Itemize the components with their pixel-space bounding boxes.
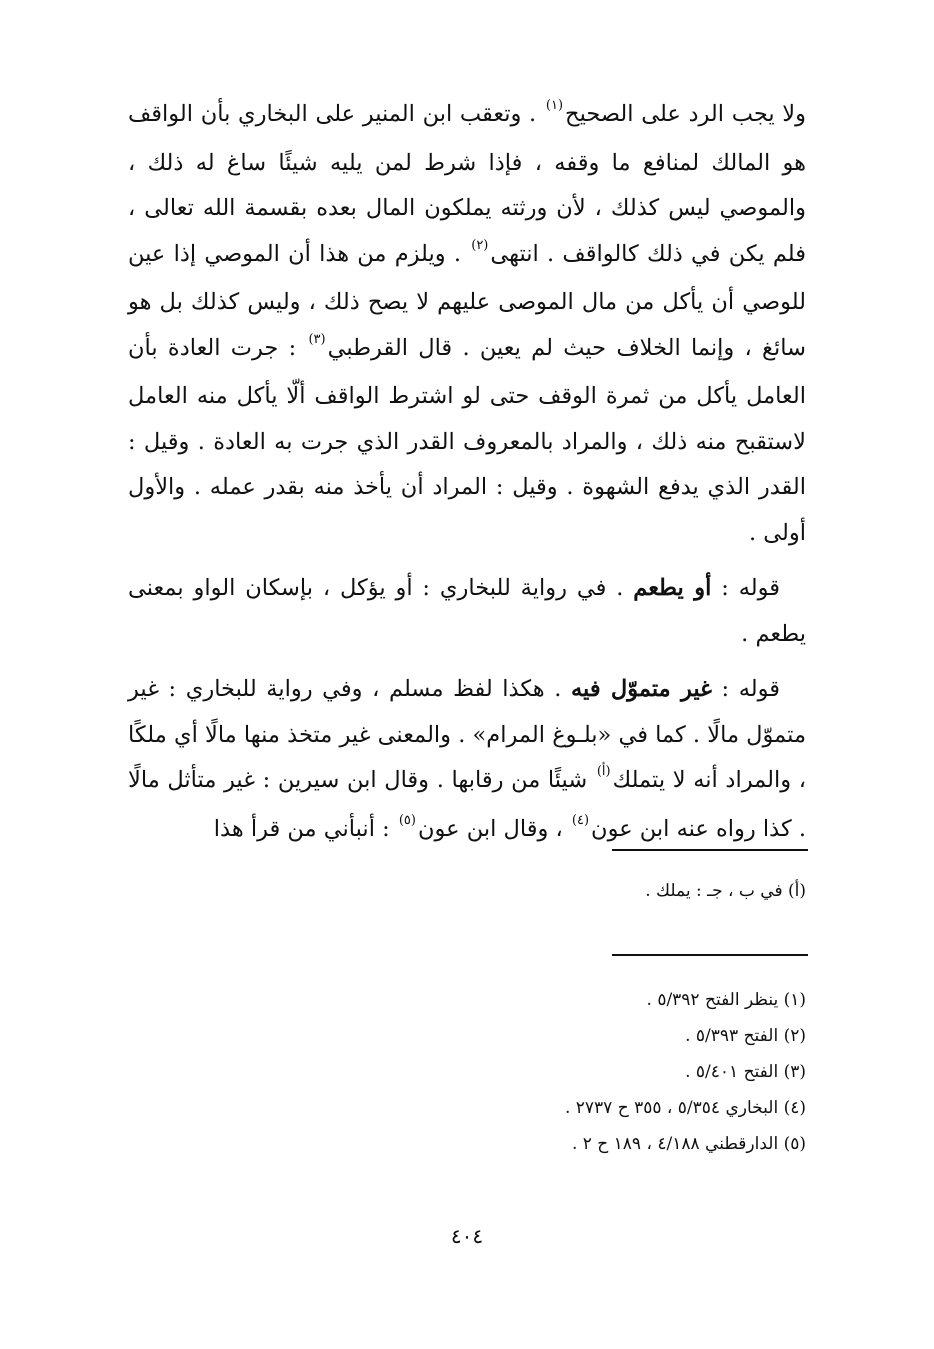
footnote-5: (٥) الدارقطني ٤/١٨٨ ، ١٨٩ ح ٢ . (571, 1134, 806, 1154)
text-segment: . في رواية للبخاري : أو يؤكل ، بإسكان الواو بمعنى يطعم . (128, 575, 806, 647)
text-segment: : أنبأني من قرأ هذا (213, 815, 390, 842)
paragraph-3 (128, 667, 806, 855)
footnote-ref-4: (٤) (571, 812, 590, 828)
text-segment: . وتعقب ابن المنير على البخاري بأن الواقف هو المالك لمنافع ما وقفه ، فإذا شرط لمن يليه شيئًا ساغ له ذلك ، والموصي ليس كذلك ، لأن ورثته يملكون المال بعده بقسمة الله تعالى ، فلم يكن في ذلك كالواقف . انتهى (128, 101, 806, 267)
footnote-ref-2: (٢) (471, 237, 489, 253)
text-segment: ولا يجب الرد على الصحيح (565, 101, 806, 127)
footnotes (206, 982, 806, 1162)
editorial-note: (أ) في ب ، جـ : يملك . (645, 881, 806, 901)
footnote-4: (٤) البخاري ٥/٣٥٤ ، ٣٥٥ ح ٢٧٣٧ . (564, 1098, 806, 1118)
editorial-divider (612, 849, 808, 851)
main-text (128, 92, 806, 865)
paragraph-1 (128, 92, 806, 556)
text-segment: : جرت العادة بأن العامل يأكل من ثمرة الوقف حتى لو اشترط الواقف ألّا يأكل منه العامل لاستقبح منه ذلك ، والمراد بالمعروف القدر الذي جرت به العادة . وقيل : القدر الذي يدفع الشهوة . وقيل : المراد أن يأخذ منه بقدر عمله . والأول أولى . (128, 334, 806, 546)
paragraph-2 (128, 566, 806, 657)
footnote-2: (٢) الفتح ٥/٣٩٣ . (685, 1026, 806, 1046)
footnotes-divider (612, 954, 808, 956)
footnote-ref-3: (٣) (308, 331, 326, 347)
quoted-phrase: أو يطعم (633, 575, 712, 601)
text-segment: قوله : (721, 575, 781, 601)
editorial-ref-a: (أ) (596, 764, 611, 779)
text-segment: . ويلزم من هذا أن الموصي إذا عين للوصي أن يأكل من مال الموصى عليهم لا يصح ذلك ، وليس كذلك بل هو سائغ ، وإنما الخلاف حيث لم يعين . قال القرطبي (128, 240, 807, 361)
text-segment: قوله : (721, 676, 780, 702)
text-segment: ، وقال ابن عون (417, 815, 563, 842)
footnote-ref-1: (١) (545, 98, 564, 113)
footnote-3: (٣) الفتح ٥/٤٠١ . (685, 1062, 806, 1082)
footnote-1: (١) ينظر الفتح ٥/٣٩٢ . (646, 990, 806, 1010)
text-segment: شيئًا من رقابها . وقال ابن سيرين : غير متأثل مالًا . كذا رواه عنه ابن عون (128, 767, 806, 842)
text-segment: . هكذا لفظ مسلم ، وفي رواية للبخاري : غير متموّل مالًا . كما في «بلـوغ المرام» . والمعنى غير متخذ منها مالًا أي ملكًا ، والمراد أنه لا يتملك (128, 676, 806, 793)
quoted-phrase: غير متموّل فيه (570, 676, 712, 702)
footnote-ref-5: (٥) (398, 812, 416, 828)
page-number: ٤٠٤ (450, 1224, 484, 1248)
